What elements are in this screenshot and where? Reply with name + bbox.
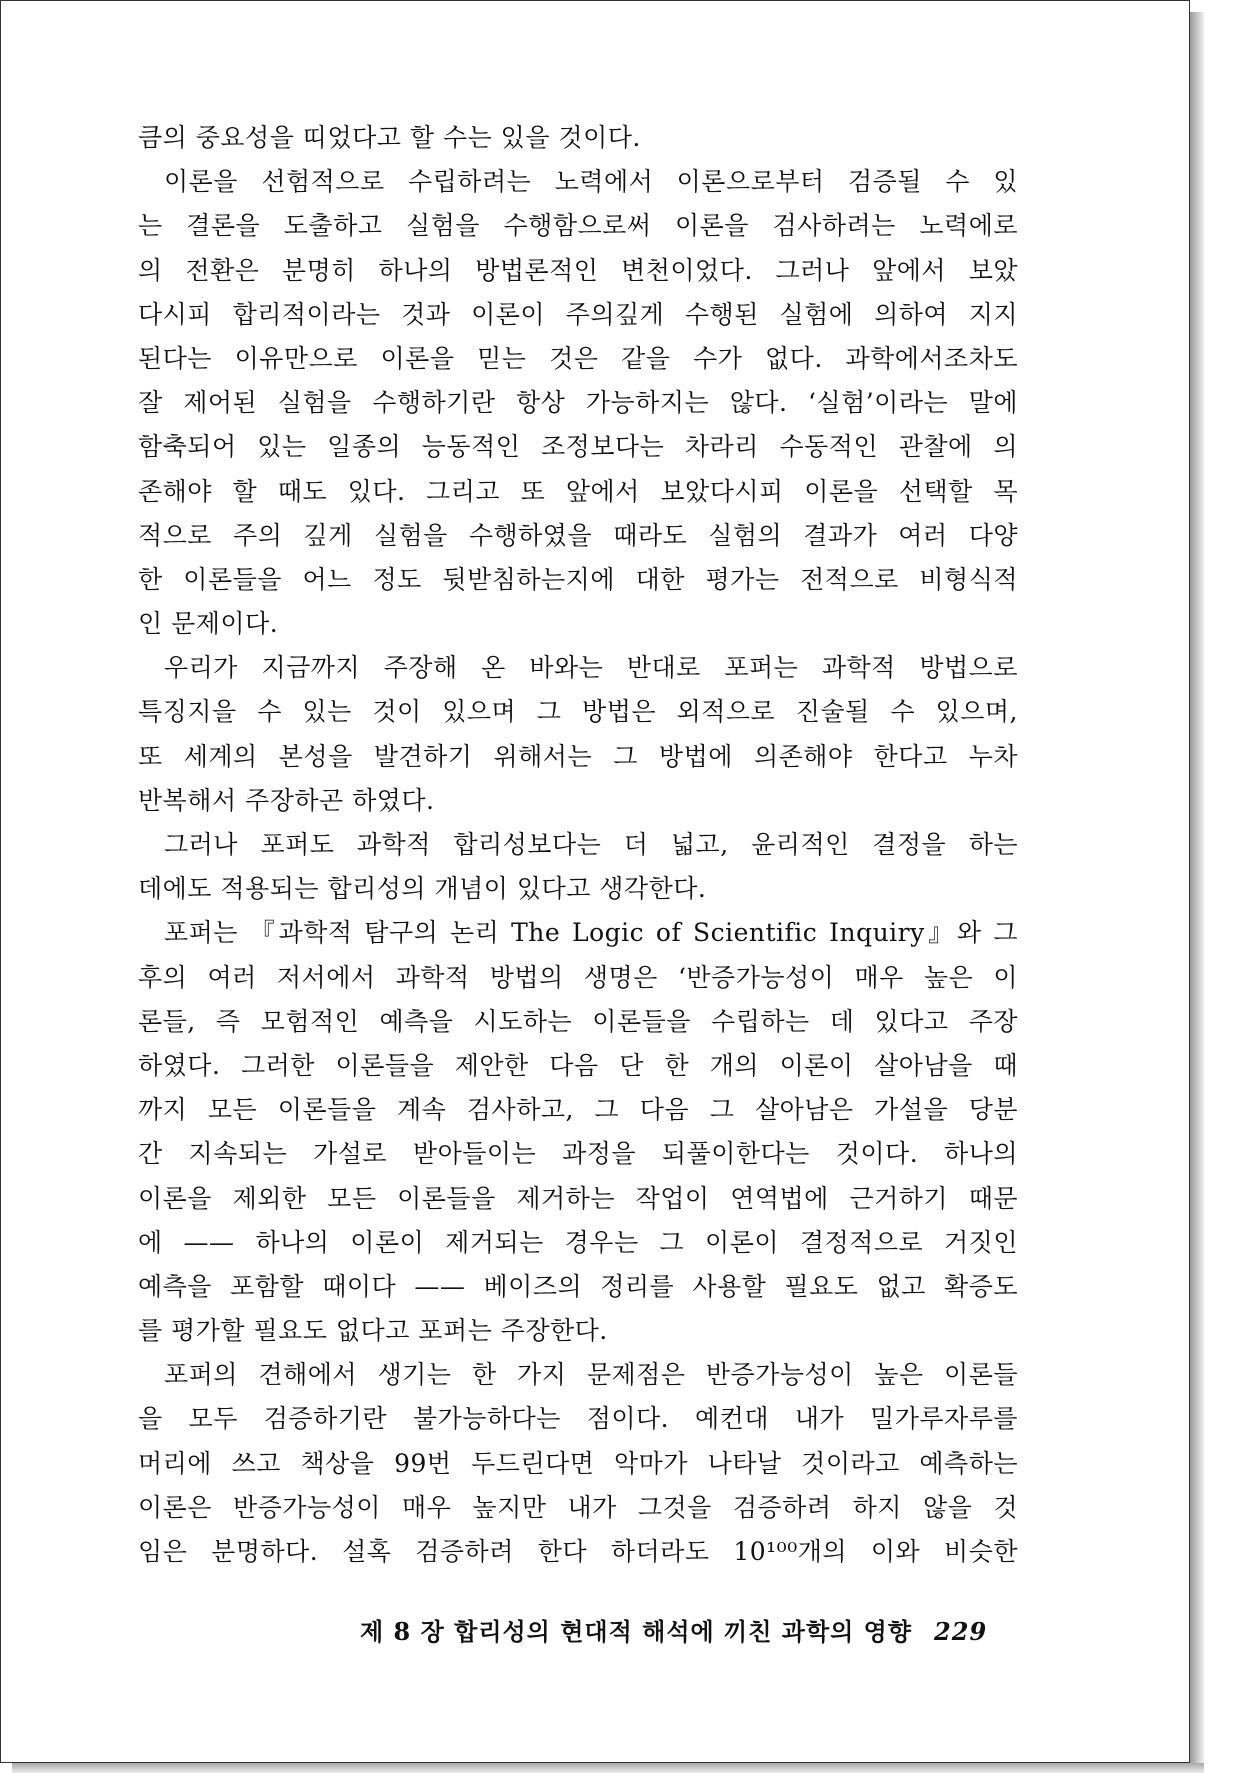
page-edge-shadow [1190, 12, 1204, 1764]
page-bottom-shadow [12, 1763, 1204, 1773]
text-line: 그러나 포퍼도 과학적 합리성보다는 더 넓고, 윤리적인 결정을 하는 [164, 830, 1018, 859]
text-line: 후의 여러 저서에서 과학적 방법의 생명은 ‘반증가능성이 매우 높은 이 [138, 962, 1018, 992]
page-number: 229 [934, 1617, 988, 1646]
text-line: 한 이론들을 어느 정도 뒷받침하는지에 대한 평가는 전적으로 비형식적 [138, 564, 1018, 594]
text-line: 머리에 쓰고 책상을 99번 두드린다면 악마가 나타날 것이라고 예측하는 [138, 1448, 1018, 1478]
text-line: 또 세계의 본성을 발견하기 위해서는 그 방법에 의존해야 한다고 누차 [138, 741, 1018, 771]
chapter-title: 제 8 장 합리성의 현대적 해석에 끼친 과학의 영향 [360, 1617, 913, 1646]
text-line: 를 평가할 필요도 없다고 포퍼는 주장한다. [138, 1316, 608, 1346]
text-line: 특징지을 수 있는 것이 있으며 그 방법은 외적으로 진술될 수 있으며, [138, 697, 1018, 727]
text-line: 데에도 적용되는 합리성의 개념이 있다고 생각한다. [138, 874, 707, 904]
text-line: 론들, 즉 모험적인 예측을 시도하는 이론들을 수립하는 데 있다고 주장 [138, 1006, 1018, 1036]
text-line: 임은 분명하다. 설혹 검증하려 한다 하더라도 10¹⁰⁰개의 이와 비슷한 [138, 1537, 1018, 1566]
text-line: 반복해서 주장하곤 하였다. [138, 785, 435, 815]
text-line: 는 결론을 도출하고 실험을 수행함으로써 이론을 검사하려는 노력에로 [138, 211, 1018, 241]
text-line: 다시피 합리적이라는 것과 이론이 주의깊게 수행된 실험에 의하여 지지 [138, 299, 1018, 329]
body-text [138, 116, 1018, 1574]
text-line: 의 전환은 분명히 하나의 방법론적인 변천이었다. 그러나 앞에서 보았 [138, 255, 1018, 285]
text-line: 된다는 이유만으로 이론을 믿는 것은 같을 수가 없다. 과학에서조차도 [138, 343, 1018, 373]
text-line: 큼의 중요성을 띠었다고 할 수는 있을 것이다. [138, 123, 641, 152]
text-line: 이론을 선험적으로 수립하려는 노력에서 이론으로부터 검증될 수 있 [164, 167, 1018, 197]
text-line: 존해야 할 때도 있다. 그리고 또 앞에서 보았다시피 이론을 선택할 목 [138, 476, 1018, 506]
text-line: 이론을 제외한 모든 이론들을 제거하는 작업이 연역법에 근거하기 때문 [138, 1183, 1018, 1213]
text-line: 잘 제어된 실험을 수행하기란 항상 가능하지는 않다. ‘실험’이라는 말에 [138, 388, 1018, 418]
text-line: 을 모두 검증하기란 불가능하다는 점이다. 예컨대 내가 밀가루자루를 [138, 1404, 1018, 1434]
text-line: 포퍼의 견해에서 생기는 한 가지 문제점은 반증가능성이 높은 이론들 [164, 1360, 1018, 1390]
text-line: 우리가 지금까지 주장해 온 바와는 반대로 포퍼는 과학적 방법으로 [164, 653, 1018, 683]
text-line: 이론은 반증가능성이 매우 높지만 내가 그것을 검증하려 하지 않을 것 [138, 1492, 1018, 1522]
text-line: 하였다. 그러한 이론들을 제안한 다음 단 한 개의 이론이 살아남을 때 [138, 1050, 1018, 1080]
running-footer [360, 1612, 987, 1647]
text-line: 까지 모든 이론들을 계속 검사하고, 그 다음 그 살아남은 가설을 당분 [138, 1095, 1018, 1125]
text-line: 포퍼는 『과학적 탐구의 논리 The Logic of Scientific Inquiry』와 그 [164, 918, 1018, 948]
text-line: 함축되어 있는 일종의 능동적인 조정보다는 차라리 수동적인 관찰에 의 [138, 432, 1018, 462]
text-line: 적으로 주의 깊게 실험을 수행하였을 때라도 실험의 결과가 여러 다양 [138, 520, 1018, 550]
text-line: 간 지속되는 가설로 받아들이는 과정을 되풀이한다는 것이다. 하나의 [138, 1139, 1018, 1169]
text-line: 예측을 포함할 때이다 —— 베이즈의 정리를 사용할 필요도 없고 확증도 [138, 1271, 1018, 1301]
text-line: 인 문제이다. [138, 609, 279, 639]
text-line: 에 —— 하나의 이론이 제거되는 경우는 그 이론이 결정적으로 거짓인 [138, 1227, 1018, 1257]
